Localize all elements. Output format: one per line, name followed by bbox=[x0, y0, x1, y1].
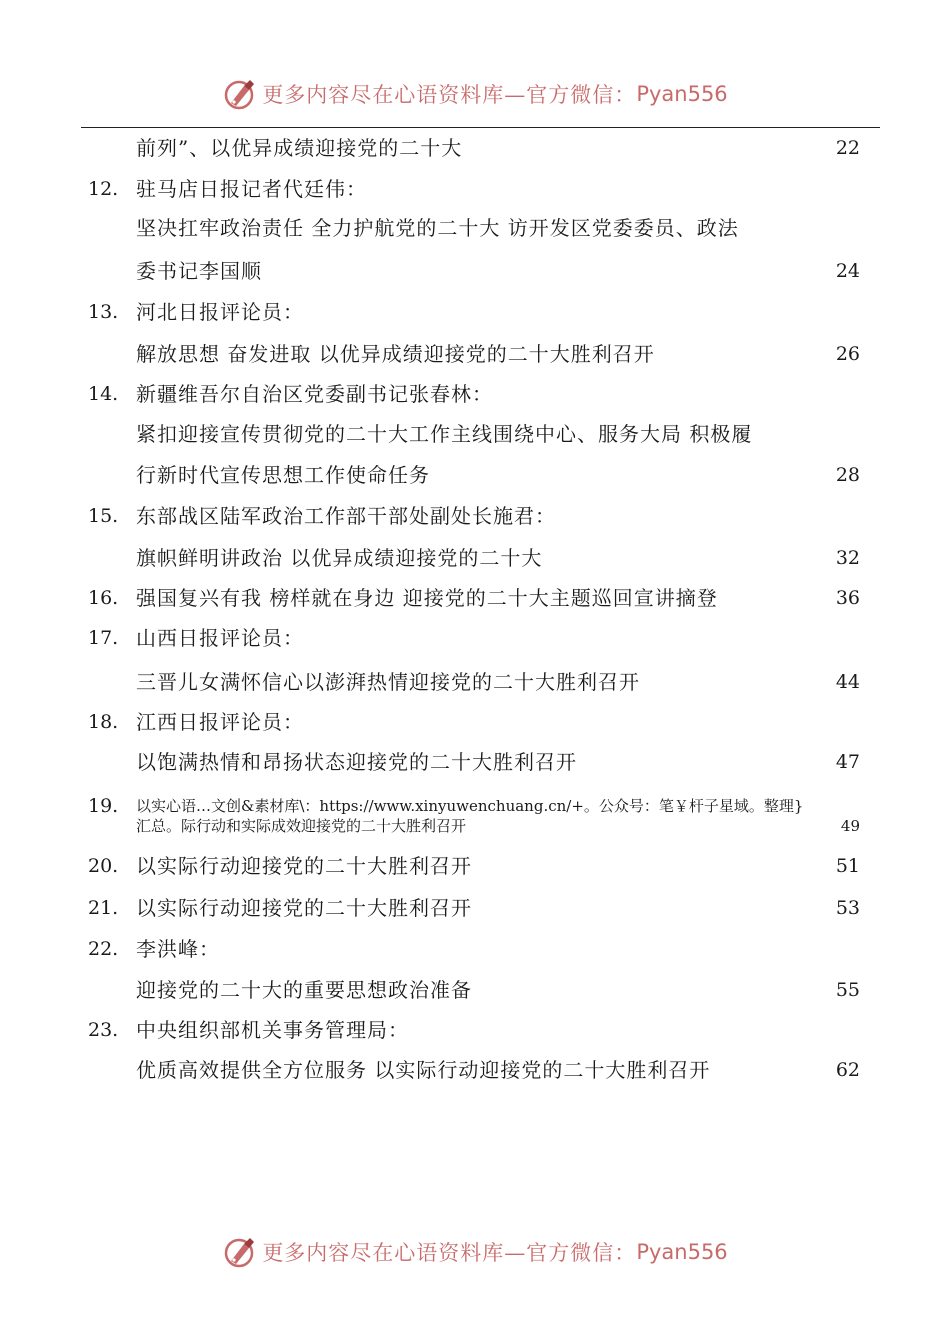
toc-line bbox=[0, 544, 950, 572]
toc-number: 21. bbox=[88, 897, 119, 919]
toc-line bbox=[0, 298, 950, 326]
toc-line bbox=[0, 748, 950, 776]
toc-text: 紧扣迎接宣传贯彻党的二十大工作主线围绕中心、服务大局 积极履 bbox=[136, 422, 753, 446]
toc-line bbox=[0, 214, 950, 242]
toc-page: 51 bbox=[835, 855, 860, 877]
toc-text: 东部战区陆军政治工作部干部处副处长施君： bbox=[136, 504, 556, 528]
toc-line bbox=[0, 461, 950, 489]
toc-number: 20. bbox=[88, 855, 119, 877]
header-banner bbox=[0, 72, 950, 116]
toc-text: 迎接党的二十大的重要思想政治准备 bbox=[136, 978, 472, 1002]
toc-line bbox=[0, 708, 950, 736]
toc-text: 行新时代宣传思想工作使命任务 bbox=[136, 463, 430, 487]
toc-text: 汇总。际行动和实际成效迎接党的二十大胜利召开 bbox=[136, 817, 467, 835]
toc-page: 36 bbox=[835, 587, 860, 609]
toc-line bbox=[0, 935, 950, 963]
banner-wechat-id: Pyan556 bbox=[636, 1240, 728, 1264]
toc-text: 山西日报评论员： bbox=[136, 626, 304, 650]
toc-number: 12. bbox=[88, 178, 119, 200]
toc-number: 23. bbox=[88, 1019, 119, 1041]
toc-text: 河北日报评论员： bbox=[136, 300, 304, 324]
toc-page: 44 bbox=[835, 671, 860, 693]
toc-page: 22 bbox=[835, 137, 860, 159]
banner-wechat-id: Pyan556 bbox=[636, 82, 728, 106]
footer-banner bbox=[0, 1230, 950, 1274]
toc-text: 三晋儿女满怀信心以澎湃热情迎接党的二十大胜利召开 bbox=[136, 670, 640, 694]
toc-text: 以饱满热情和昂扬状态迎接党的二十大胜利召开 bbox=[136, 750, 577, 774]
toc-text: 委书记李国顺 bbox=[136, 259, 262, 283]
toc-line bbox=[0, 894, 950, 922]
toc-page: 49 bbox=[840, 817, 860, 835]
toc-text: 以实心语…文创&素材库\：https://www.xinyuwenchuang.cn/+。公众号：笔￥杆子星域。整理} bbox=[136, 797, 804, 815]
toc-page: 47 bbox=[835, 751, 860, 773]
toc-line bbox=[0, 976, 950, 1004]
header-divider bbox=[81, 127, 880, 128]
toc-text: 坚决扛牢政治责任 全力护航党的二十大 访开发区党委委员、政法 bbox=[136, 216, 739, 240]
toc-number: 22. bbox=[88, 938, 119, 960]
toc-text: 强国复兴有我 榜样就在身边 迎接党的二十大主题巡回宣讲摘登 bbox=[136, 586, 718, 610]
toc-page: 28 bbox=[835, 464, 860, 486]
toc-line bbox=[0, 340, 950, 368]
toc-text: 驻马店日报记者代廷伟： bbox=[136, 177, 367, 201]
toc-text: 前列”、以优异成绩迎接党的二十大 bbox=[136, 136, 463, 160]
toc-text: 优质高效提供全方位服务 以实际行动迎接党的二十大胜利召开 bbox=[136, 1058, 711, 1082]
banner-text: 更多内容尽在心语资料库—官方微信： bbox=[262, 1241, 637, 1265]
toc-line bbox=[0, 420, 950, 448]
toc-page: 62 bbox=[835, 1059, 860, 1081]
toc-line bbox=[0, 502, 950, 530]
toc-line bbox=[0, 380, 950, 408]
toc-line bbox=[0, 175, 950, 203]
toc-text: 以实际行动迎接党的二十大胜利召开 bbox=[136, 854, 472, 878]
toc-number: 19. bbox=[88, 795, 119, 817]
toc-line bbox=[0, 624, 950, 652]
toc-text: 江西日报评论员： bbox=[136, 710, 304, 734]
toc-line bbox=[0, 1056, 950, 1084]
banner-text: 更多内容尽在心语资料库—官方微信： bbox=[262, 83, 637, 107]
toc-text: 李洪峰： bbox=[136, 937, 220, 961]
toc-page: 24 bbox=[835, 260, 860, 282]
toc-number: 16. bbox=[88, 587, 119, 609]
toc-line bbox=[0, 852, 950, 880]
fountain-pen-logo-icon bbox=[222, 76, 258, 112]
toc-text: 新疆维吾尔自治区党委副书记张春林： bbox=[136, 382, 493, 406]
toc-line bbox=[0, 816, 950, 836]
toc-line bbox=[0, 257, 950, 285]
fountain-pen-logo-icon bbox=[222, 1234, 258, 1270]
toc-line bbox=[0, 134, 950, 162]
toc-number: 17. bbox=[88, 627, 119, 649]
toc-text: 解放思想 奋发进取 以优异成绩迎接党的二十大胜利召开 bbox=[136, 342, 655, 366]
toc-line bbox=[0, 668, 950, 696]
toc-number: 15. bbox=[88, 505, 119, 527]
toc-page: 53 bbox=[835, 897, 860, 919]
toc-page: 55 bbox=[835, 979, 860, 1001]
toc-text: 以实际行动迎接党的二十大胜利召开 bbox=[136, 896, 472, 920]
toc-page: 32 bbox=[835, 547, 860, 569]
toc-text: 中央组织部机关事务管理局： bbox=[136, 1018, 409, 1042]
toc-line bbox=[0, 584, 950, 612]
toc-line bbox=[0, 1016, 950, 1044]
toc-number: 13. bbox=[88, 301, 119, 323]
toc-text: 旗帜鲜明讲政治 以优异成绩迎接党的二十大 bbox=[136, 546, 543, 570]
toc-page: 26 bbox=[835, 343, 860, 365]
toc-number: 18. bbox=[88, 711, 119, 733]
toc-line bbox=[0, 796, 950, 816]
toc-number: 14. bbox=[88, 383, 119, 405]
